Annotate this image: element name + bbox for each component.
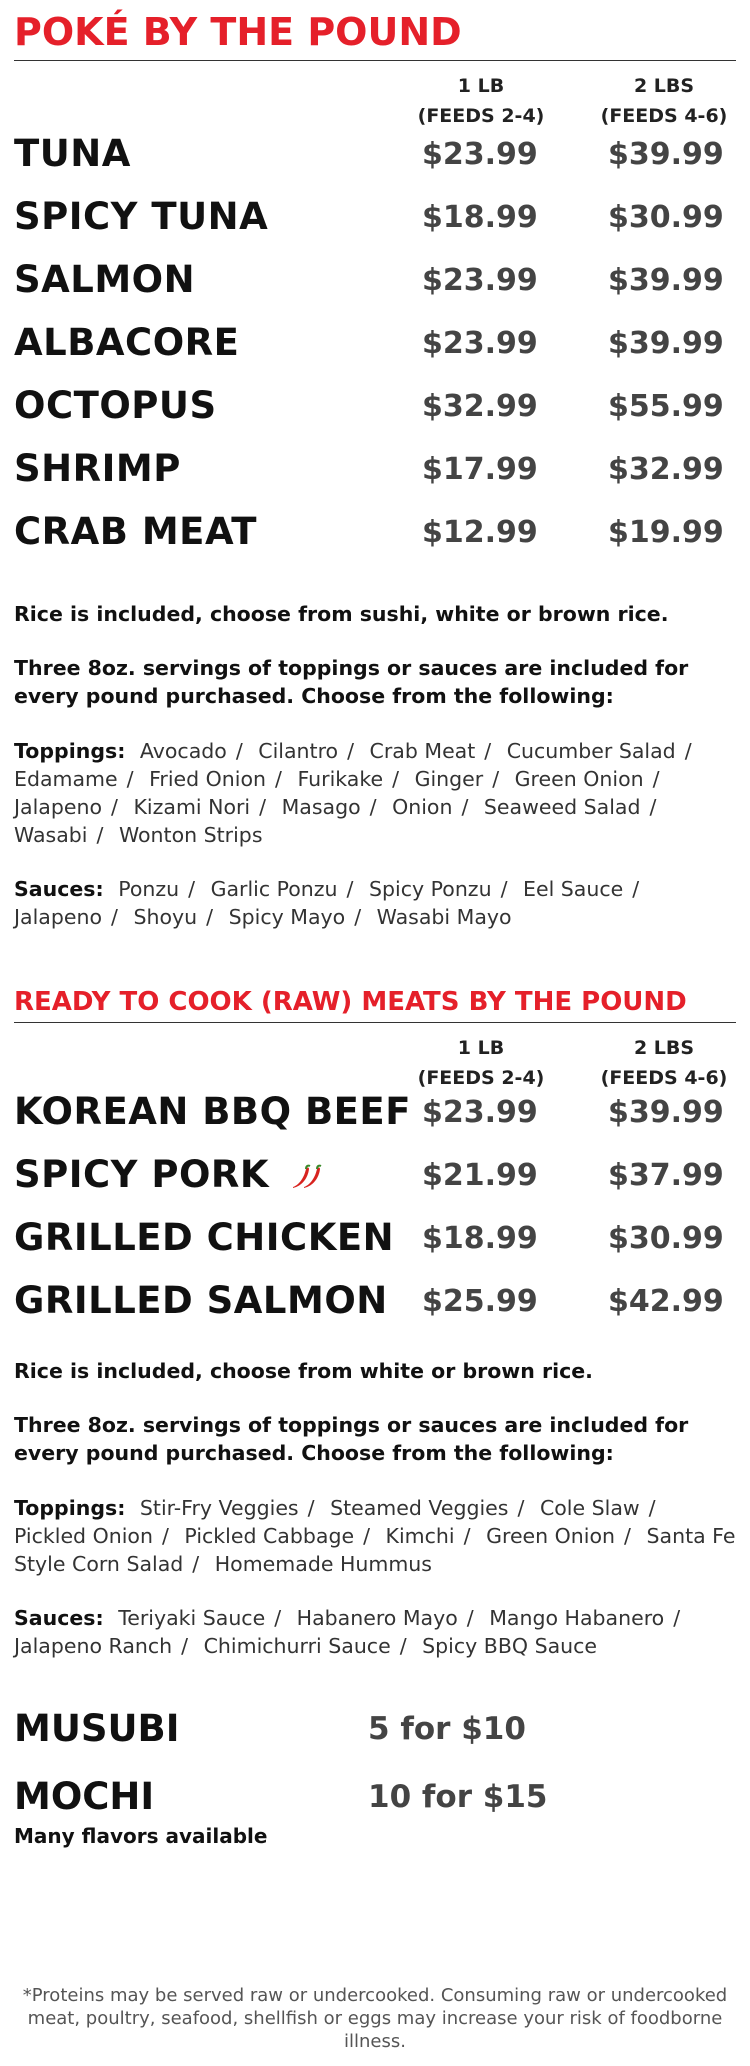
price-1lb: $23.99 xyxy=(422,1095,538,1130)
sauce-option: Jalapeno xyxy=(14,905,103,929)
poke-column-headers xyxy=(14,61,736,127)
topping-option: Steamed Veggies xyxy=(330,1496,509,1520)
sauce-option: Spicy Mayo xyxy=(228,905,346,929)
list-separator: / xyxy=(126,767,134,791)
menu-page xyxy=(14,0,736,1848)
item-name: SHRIMP xyxy=(14,447,181,490)
menu-item-row xyxy=(14,1209,736,1272)
sauces-label: Sauces: xyxy=(14,877,104,901)
raw-sauces-list xyxy=(14,1604,736,1660)
price-2lbs: $37.99 xyxy=(608,1158,724,1193)
sauces-items xyxy=(14,877,648,929)
sauces-label: Sauces: xyxy=(14,1606,104,1630)
list-separator: / xyxy=(259,795,267,819)
price-1lb: $17.99 xyxy=(422,452,538,487)
price-2lbs: $39.99 xyxy=(608,263,724,298)
topping-option: Wasabi xyxy=(14,823,88,847)
list-separator: / xyxy=(274,1606,282,1630)
item-name: CRAB MEAT xyxy=(14,510,257,553)
mochi-flavors-note: Many flavors available xyxy=(14,1824,268,1848)
list-separator: / xyxy=(684,739,692,763)
topping-option: Santa Fe Style Corn Salad xyxy=(14,1524,736,1576)
topping-option: Seaweed Salad xyxy=(483,795,641,819)
menu-item-row xyxy=(14,440,736,503)
item-name: GRILLED CHICKEN xyxy=(14,1216,395,1259)
sauce-option: Eel Sauce xyxy=(523,877,624,901)
topping-option: Cole Slaw xyxy=(539,1496,640,1520)
price-1lb: $23.99 xyxy=(422,326,538,361)
topping-option: Cucumber Salad xyxy=(506,739,676,763)
sauces-items xyxy=(14,1606,689,1658)
list-separator: / xyxy=(673,1606,681,1630)
item-name: KOREAN BBQ BEEF xyxy=(14,1090,411,1133)
sauce-option: Spicy BBQ Sauce xyxy=(422,1634,598,1658)
price-2lbs: $39.99 xyxy=(608,137,724,172)
list-separator: / xyxy=(648,1496,656,1520)
list-separator: / xyxy=(181,1634,189,1658)
list-separator: / xyxy=(363,1524,371,1548)
topping-option: Fried Onion xyxy=(149,767,267,791)
raw-servings-note: Three 8oz. servings of toppings or sauces are included for every pound purchased. Choose from the following: xyxy=(14,1413,689,1465)
price-2lbs: $39.99 xyxy=(608,326,724,361)
topping-option: Furikake xyxy=(297,767,384,791)
raw-items-list xyxy=(14,1083,736,1335)
sauce-option: Jalapeno Ranch xyxy=(14,1634,173,1658)
col-1lb-header: 1 LB (FEEDS 2-4) xyxy=(417,75,545,127)
poke-toppings-list xyxy=(14,737,736,849)
sauce-option: Shoyu xyxy=(133,905,198,929)
poke-rice-note: Rice is included, choose from sushi, white or brown rice. xyxy=(14,602,669,626)
price-1lb: $18.99 xyxy=(422,200,538,235)
list-separator: / xyxy=(461,795,469,819)
list-separator: / xyxy=(463,1524,471,1548)
topping-option: Wonton Strips xyxy=(118,823,263,847)
topping-option: Homemade Hummus xyxy=(214,1552,432,1576)
list-separator: / xyxy=(111,795,118,819)
menu-item-row xyxy=(14,1272,736,1335)
list-separator: / xyxy=(354,905,362,929)
list-separator: / xyxy=(188,877,196,901)
col-2lbs-header: 2 LBS (FEEDS 4-6) xyxy=(600,75,728,127)
price-2lbs: $55.99 xyxy=(608,389,724,424)
price-1lb: $12.99 xyxy=(422,515,538,550)
item-name: MOCHI xyxy=(14,1775,155,1818)
item-name: ALBACORE xyxy=(14,321,240,364)
item-deal: 5 for $10 xyxy=(368,1711,526,1747)
price-2lbs: $30.99 xyxy=(608,200,724,235)
raw-column-headers xyxy=(14,1023,736,1089)
topping-option: Onion xyxy=(392,795,453,819)
list-separator: / xyxy=(346,877,354,901)
menu-item-row xyxy=(14,503,736,566)
topping-option: Kimchi xyxy=(385,1524,455,1548)
price-2lbs: $32.99 xyxy=(608,452,724,487)
list-separator: / xyxy=(111,905,118,929)
raw-section-title: READY TO COOK (RAW) MEATS BY THE POUND xyxy=(14,987,687,1017)
menu-item-row xyxy=(14,314,736,377)
price-2lbs: $39.99 xyxy=(608,1095,724,1130)
item-name: MUSUBI xyxy=(14,1707,180,1750)
item-name-with-icon xyxy=(14,1152,324,1198)
poke-section-title: POKÉ BY THE POUND xyxy=(14,10,462,54)
topping-option: Jalapeno xyxy=(14,795,103,819)
poke-sauces-list xyxy=(14,875,736,931)
sauce-option: Ponzu xyxy=(118,877,180,901)
menu-item-row xyxy=(14,1146,736,1209)
list-separator: / xyxy=(492,767,500,791)
extra-item-mochi xyxy=(14,1768,736,1824)
item-name: OCTOPUS xyxy=(14,384,217,427)
list-separator: / xyxy=(206,905,214,929)
price-2lbs: $42.99 xyxy=(608,1284,724,1319)
menu-item-row xyxy=(14,125,736,188)
extra-item-musubi xyxy=(14,1700,736,1768)
topping-option: Edamame xyxy=(14,767,118,791)
list-separator: / xyxy=(96,823,104,847)
list-separator: / xyxy=(517,1496,525,1520)
price-1lb: $18.99 xyxy=(422,1221,538,1256)
list-separator: / xyxy=(192,1552,200,1576)
toppings-label: Toppings: xyxy=(14,739,126,763)
topping-option: Avocado xyxy=(139,739,227,763)
chili-pepper-icon xyxy=(290,1164,324,1190)
list-separator: / xyxy=(307,1496,315,1520)
topping-option: Cilantro xyxy=(258,739,339,763)
item-name: SALMON xyxy=(14,258,196,301)
sauce-option: Teriyaki Sauce xyxy=(118,1606,266,1630)
list-separator: / xyxy=(235,739,243,763)
sauce-option: Chimichurri Sauce xyxy=(203,1634,391,1658)
sauce-option: Spicy Ponzu xyxy=(369,877,492,901)
item-name: GRILLED SALMON xyxy=(14,1279,388,1322)
menu-item-row xyxy=(14,251,736,314)
sauce-option: Habanero Mayo xyxy=(296,1606,458,1630)
list-separator: / xyxy=(369,795,377,819)
price-1lb: $25.99 xyxy=(422,1284,538,1319)
list-separator: / xyxy=(399,1634,407,1658)
topping-option: Masago xyxy=(281,795,361,819)
item-deal: 10 for $15 xyxy=(368,1779,548,1815)
topping-option: Green Onion xyxy=(514,767,644,791)
raw-toppings-list xyxy=(14,1494,736,1578)
item-name: TUNA xyxy=(14,132,131,175)
list-separator: / xyxy=(632,877,640,901)
list-separator: / xyxy=(500,877,508,901)
item-name: SPICY TUNA xyxy=(14,195,269,238)
col-2lbs-header: 2 LBS (FEEDS 4-6) xyxy=(600,1037,728,1089)
price-1lb: $23.99 xyxy=(422,137,538,172)
topping-option: Pickled Onion xyxy=(14,1524,153,1548)
poke-items-list xyxy=(14,125,736,566)
sauce-option: Mango Habanero xyxy=(489,1606,665,1630)
poke-servings-note: Three 8oz. servings of toppings or sauces are included for every pound purchased. Choose from the following: xyxy=(14,656,689,708)
price-1lb: $32.99 xyxy=(422,389,538,424)
toppings-label: Toppings: xyxy=(14,1496,126,1520)
topping-option: Ginger xyxy=(414,767,484,791)
list-separator: / xyxy=(275,767,282,791)
list-separator: / xyxy=(161,1524,169,1548)
topping-option: Kizami Nori xyxy=(133,795,251,819)
raw-rice-note: Rice is included, choose from white or brown rice. xyxy=(14,1359,593,1383)
list-separator: / xyxy=(624,1524,631,1548)
list-separator: / xyxy=(466,1606,474,1630)
menu-item-row xyxy=(14,377,736,440)
list-separator: / xyxy=(649,795,657,819)
list-separator: / xyxy=(347,739,355,763)
item-name: SPICY PORK xyxy=(14,1153,270,1196)
topping-option: Stir-Fry Veggies xyxy=(139,1496,299,1520)
list-separator: / xyxy=(392,767,400,791)
topping-option: Green Onion xyxy=(486,1524,616,1548)
price-1lb: $23.99 xyxy=(422,263,538,298)
price-1lb: $21.99 xyxy=(422,1158,538,1193)
disclaimer-text: *Proteins may be served raw or undercooked. Consuming raw or undercooked meat, poultry, seafood, shellfish or eggs may increase your risk of foodborne illness. xyxy=(22,1985,728,2052)
sauce-option: Garlic Ponzu xyxy=(210,877,338,901)
list-separator: / xyxy=(652,767,660,791)
topping-option: Crab Meat xyxy=(369,739,476,763)
menu-item-row xyxy=(14,188,736,251)
price-2lbs: $19.99 xyxy=(608,515,724,550)
sauce-option: Wasabi Mayo xyxy=(376,905,512,929)
menu-item-row xyxy=(14,1083,736,1146)
list-separator: / xyxy=(484,739,492,763)
topping-option: Pickled Cabbage xyxy=(184,1524,355,1548)
col-1lb-header: 1 LB (FEEDS 2-4) xyxy=(417,1037,545,1089)
extras-list xyxy=(14,1700,736,1848)
price-2lbs: $30.99 xyxy=(608,1221,724,1256)
